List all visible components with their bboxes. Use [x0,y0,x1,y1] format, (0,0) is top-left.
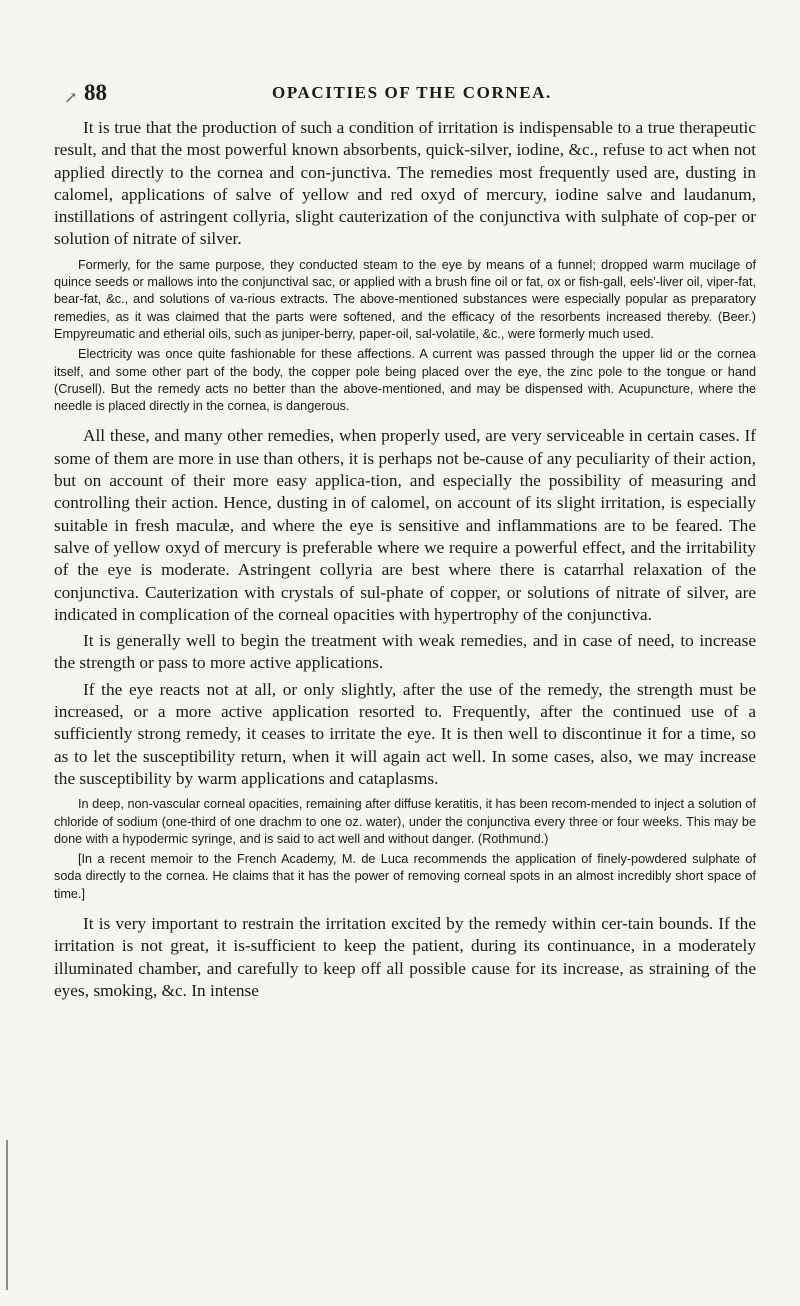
page-mark: ↗ [64,90,78,107]
paragraph-5: It is very important to restrain the irritation excited by the remedy within cer-tain bounds. If the irritation is not great, it is-sufficient to keep the patient, during its continuance, in a moderately illuminated chamber, and carefully to keep off all possible cause for its increase, as straining of the eyes, smoking, &c. In intense [54,913,756,1000]
running-head: OPACITIES OF THE CORNEA. [272,83,552,102]
paragraph-4: If the eye reacts not at all, or only slightly, after the use of the remedy, the strength must be increased, or a more active application resorted to. Frequently, after the continued use of a sufficiently strong remedy, it ceases to irritate the eye. It is then well to discontinue it for a time, so as to let the susceptibility return, when it will again act well. In some cases, also, we may increase the susceptibility by warm applications and cataplasms. [54,679,756,788]
footnote-paragraph-3: In deep, non-vascular corneal opacities, remaining after diffuse keratitis, it has been recom-mended to inject a solution of chloride of sodium (one-third of one drachm to one oz. water), under the conjunctiva every three or four weeks. This may be done with a hypodermic syringe, and is said to act well and without danger. (Rothmund.) [54,797,756,846]
page-header [64,80,754,110]
footnote-paragraph-2: Electricity was once quite fashionable for these affections. A current was passed through the upper lid or the cornea itself, and some other part of the body, the copper pole being placed over the eye, the zinc pole to the tongue or hand (Crusell). But the remedy acts no better than the above-mentioned, and may be dispensed with. Acupuncture, where the needle is placed directly in the cornea, is dangerous. [54,347,756,414]
page-number: 88 [84,80,107,105]
paragraph-1: It is true that the production of such a condition of irritation is indispensable to a true therapeutic result, and that the most powerful known absorbents, quick-silver, iodine, &c., refuse to act when not applied directly to the cornea and con-junctiva. The remedies most frequently used are, dusting in calomel, applications of salve of yellow and red oxyd of mercury, iodine salve and laudanum, instillations of astringent collyria, slight cauterization of the conjunctiva with sulphate of cop-per or solution of nitrate of silver. [54,118,756,249]
binding-edge-mark [6,1140,8,1290]
paragraph-2: All these, and many other remedies, when properly used, are very serviceable in certain cases. If some of them are more in use than others, it is perhaps not be-cause of any peculiarity of their action, but on account of their more easy applica-tion, and especially the possibility of measuring and controlling their action. Hence, dusting in of calomel, on account of its slight irritation, is especially suitable in fresh maculæ, and where the eye is sensitive and inflammations are to be feared. The salve of yellow oxyd of mercury is preferable where we require a powerful effect, and the irritability of the eye is moderate. Astringent collyria are best where there is catarrhal relaxation of the conjunctiva. Cauterization with crystals of sul-phate of copper, or solutions of nitrate of silver, are indicated in complication of the corneal opacities with hypertrophy of the conjunctiva. [54,426,756,624]
footnote-paragraph-4: [In a recent memoir to the French Academy, M. de Luca recommends the application of finely-powdered sulphate of soda directly to the cornea. He claims that it has the power of removing corneal spots in an almost incredibly short space of time.] [54,852,756,901]
body-text [54,117,756,1006]
footnote-paragraph-1: Formerly, for the same purpose, they conducted steam to the eye by means of a funnel; dropped warm mucilage of quince seeds or mallows into the conjunctival sac, or applied with a brush fine oil or fat, ox or fish-gall, eels'-liver oil, viper-fat, bear-fat, &c., and solutions of va-rious extracts. The above-mentioned substances were especially popular as preparatory remedies, as it was claimed that the parts were softened, and the efficacy of the resorbents increased thereby. (Beer.) Empyreumatic and etherial oils, such as juniper-berry, paper-oil, sal-volatile, &c., were formerly much used. [54,257,756,341]
paragraph-3: It is generally well to begin the treatment with weak remedies, and in case of need, to increase the strength or pass to more active applications. [54,631,756,673]
